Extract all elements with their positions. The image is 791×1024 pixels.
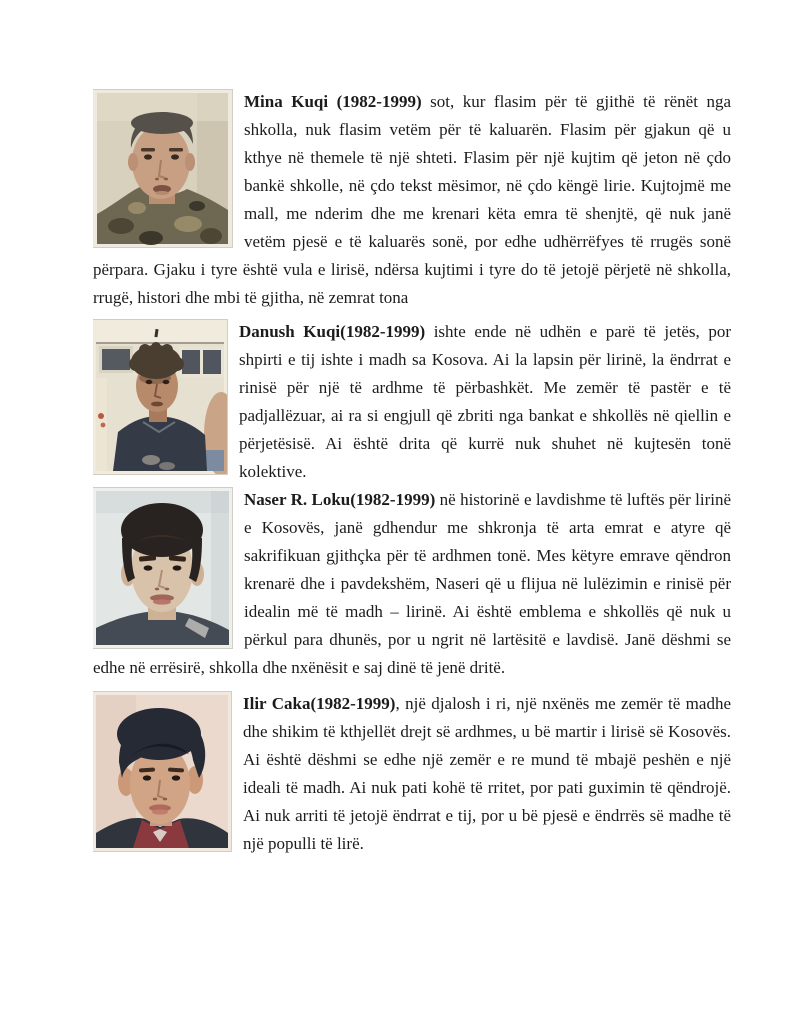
person-name-danush-kuqi: Danush Kuqi(1982-1999) xyxy=(239,322,426,341)
memorial-entry-mina-kuqi xyxy=(93,88,731,312)
portrait-photo-naser-loku xyxy=(93,488,232,648)
portrait-illustration-ilir-caka xyxy=(93,692,231,851)
memorial-text-danush-kuqi: ishte ende në udhën e parë të jetës, por shpirti e tij ishte i madh sa Kosova. Ai la lapsin për lirinë, la ëndrrat e rinisë për një të ardhme të përbashkët. Me zemër të pastër e të padjallëzuar, ai ra si engjull që zbriti nga bankat e shkollës në qiellin e përjetësisë. Ai është drita që kurrë nuk shuhet në kujtesën tonë kolektive. xyxy=(239,322,731,481)
portrait-illustration-danush-kuqi xyxy=(93,320,227,474)
memorial-entry-danush-kuqi xyxy=(93,318,731,486)
memorial-text-mina-kuqi: sot, kur flasim për të gjithë të rënët nga shkolla, nuk flasim vetëm për të kaluarën. Flasim për gjakun që u kthye në themele të një shteti. Flasim për një kujtim që jeton në çdo bankë shkolle, në çdo tekst mësimor, në çdo këngë lirie. Kujtojmë me mall, me nderim dhe me krenari këta emra të shenjtë, që nuk janë vetëm pjesë e të kaluarës sonë, por edhe udhërrëfyes të rrugës sonë përpara. Gjaku i tyre është vula e lirisë, ndërsa kujtimi i tyre do të jetojë përjetë në shkolla, rrugë, histori dhe mbi të gjitha, në zemrat tona xyxy=(93,92,731,307)
window-right xyxy=(182,350,200,374)
person-name-mina-kuqi: Mina Kuqi (1982-1999) xyxy=(244,92,422,111)
hair-shape xyxy=(121,503,203,557)
person-name-ilir-caka: Ilir Caka(1982-1999) xyxy=(243,694,396,713)
portrait-photo-ilir-caka xyxy=(93,692,231,851)
memorial-entry-naser-loku xyxy=(93,486,731,682)
memorial-text-ilir-caka: , një djalosh i ri, një nxënës me zemër të madhe dhe shikim të kthjellët drejt së ardhmes, u bë martir i lirisë së Kosovës. Ai është dëshmi se edhe një zemër e re mund të mbajë peshën e një ideali të madh. Ai nuk pati kohë të rritet, por pati guximin të qëndrojë. Ai nuk arriti të jetojë ëndrrat e tij, por u bë pjesë e ëndrrës së madhe të një populli të lirë. xyxy=(243,694,731,853)
portrait-illustration-mina-kuqi xyxy=(93,90,232,247)
person-name-naser-loku: Naser R. Loku(1982-1999) xyxy=(244,490,436,509)
memorial-text-naser-loku: në historinë e lavdishme të luftës për lirinë e Kosovës, janë gdhendur me shkronja të arta emrat e atyre që sakrifikuan gjithçka për të ardhmen tonë. Mes këtyre emrave qëndron krenarë dhe i pavdekshëm, Naseri që u flijua në lulëzimin e rinisë për idealin më të madh – lirinë. Ai është emblema e shkollës që nuk u përkul para dhunës, por u ngrit në lartësitë e lavdisë. Janë dëshmi se edhe në errësirë, shkolla dhe nxënësit e saj dinë të jenë dritë. xyxy=(93,490,731,677)
portrait-photo-danush-kuqi xyxy=(93,320,227,474)
portrait-photo-mina-kuqi xyxy=(93,90,232,247)
window-left xyxy=(102,349,130,370)
memorial-entry-ilir-caka xyxy=(93,690,731,858)
portrait-illustration-naser-loku xyxy=(93,488,232,648)
